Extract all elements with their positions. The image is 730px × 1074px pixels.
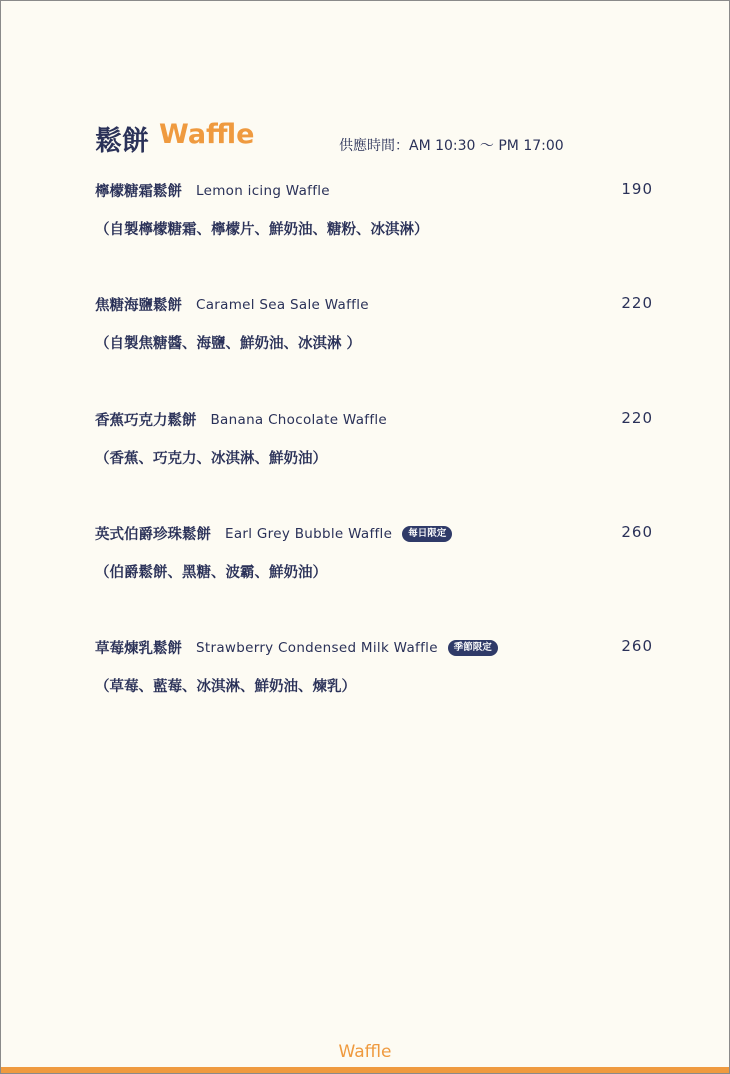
item-name-zh: 焦糖海鹽鬆餅 bbox=[95, 298, 182, 314]
item-name-en: Banana Chocolate Waffle bbox=[210, 411, 388, 428]
item-name-en: Strawberry Condensed Milk Waffle bbox=[196, 639, 438, 656]
seasonal-limited-badge: 季節限定 bbox=[448, 640, 498, 656]
item-description: （香蕉、巧克力、冰淇淋、鮮奶油） bbox=[95, 451, 327, 467]
footer-bar bbox=[1, 1067, 729, 1073]
item-description: （草莓、藍莓、冰淇淋、鮮奶油、煉乳） bbox=[95, 679, 356, 695]
item-description: （伯爵鬆餅、黑糖、波霸、鮮奶油） bbox=[95, 565, 327, 581]
item-description: （自製檸檬糖霜、檸檬片、鮮奶油、糖粉、冰淇淋） bbox=[95, 222, 429, 238]
item-price: 220 bbox=[621, 294, 653, 312]
item-name bbox=[95, 523, 452, 544]
item-name-zh: 香蕉巧克力鬆餅 bbox=[95, 413, 197, 429]
item-name bbox=[95, 409, 387, 430]
menu-item bbox=[95, 180, 655, 260]
item-name bbox=[95, 294, 369, 315]
menu-item bbox=[95, 637, 655, 717]
menu-item bbox=[95, 523, 655, 603]
service-hours: 供應時間：AM 10:30 ～ PM 17:00 bbox=[339, 138, 564, 154]
title-chinese: 鬆餅 bbox=[95, 126, 149, 157]
item-name-en: Caramel Sea Sale Waffle bbox=[196, 296, 369, 313]
item-name-zh: 檸檬糖霜鬆餅 bbox=[95, 184, 182, 200]
item-name-en: Lemon icing Waffle bbox=[196, 182, 330, 199]
item-description: （自製焦糖醬、海鹽、鮮奶油、冰淇淋 ） bbox=[95, 336, 362, 352]
item-price: 260 bbox=[621, 523, 653, 541]
daily-limited-badge: 每日限定 bbox=[402, 526, 452, 542]
item-price: 220 bbox=[621, 409, 653, 427]
item-name-zh: 草莓煉乳鬆餅 bbox=[95, 641, 182, 657]
item-name-en: Earl Grey Bubble Waffle bbox=[225, 525, 393, 542]
title-english: Waffle bbox=[159, 119, 255, 150]
item-name bbox=[95, 180, 330, 201]
item-price: 260 bbox=[621, 637, 653, 655]
item-price: 190 bbox=[621, 180, 653, 198]
footer-label: Waffle bbox=[338, 1042, 392, 1062]
item-name-zh: 英式伯爵珍珠鬆餅 bbox=[95, 527, 211, 543]
item-name bbox=[95, 637, 498, 658]
menu-item bbox=[95, 294, 655, 374]
menu-item bbox=[95, 409, 655, 489]
